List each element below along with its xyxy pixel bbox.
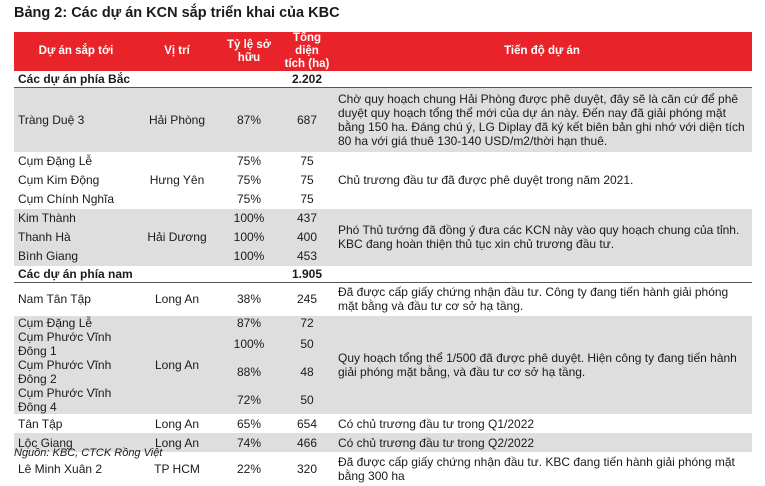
project-area: 48: [282, 358, 332, 386]
project-name: Cụm Phước Vĩnh Đông 2: [14, 358, 138, 386]
project-name: Cụm Đặng Lễ: [18, 154, 93, 168]
project-location: Hải Dương: [138, 209, 216, 266]
project-ownership: 87%: [216, 88, 282, 152]
header-row: [14, 32, 752, 71]
project-name: Lê Minh Xuân 2: [18, 462, 103, 476]
projects-table: [14, 32, 752, 486]
project-name: Tân Tập: [18, 416, 63, 431]
table-row: [14, 414, 752, 433]
project-name: Cụm Chính Nghĩa: [18, 192, 115, 206]
header-area: Tổng diện tích (ha): [282, 32, 332, 71]
project-ownership: 65%: [236, 416, 262, 431]
group-label: Các dự án phía nam: [14, 266, 282, 283]
project-area: 687: [282, 88, 332, 152]
project-area: 75: [300, 192, 314, 206]
project-area: 245: [296, 292, 318, 307]
project-area: 453: [282, 247, 332, 266]
project-area: 437: [282, 209, 332, 228]
project-ownership: 88%: [216, 358, 282, 386]
project-name: Cụm Phước Vĩnh Đông 4: [14, 386, 138, 414]
header-location: Vị trí: [138, 32, 216, 71]
group-row-north: [14, 71, 752, 88]
source-note: Nguồn: KBC, CTCK Rồng Việt: [14, 447, 163, 459]
project-progress: Có chủ trương đầu tư trong Q2/2022: [332, 433, 752, 452]
project-name: Thanh Hà: [14, 228, 138, 247]
project-progress: Chờ quy hoạch chung Hải Phòng được phê duyệt, đây sẽ là căn cứ để phê duyệt quy hoạch tổng thể mới của dự án này. Đến nay đã giải phóng mặt bằng 150 ha. Đáng chú ý, LG Diplay đã ký kết biên bản ghi nhớ với diện tích 80 ha với giá thuê 130-140 USD/m2/thời hạn thuê.: [332, 88, 752, 152]
project-area: 75: [300, 173, 314, 187]
project-ownership: 74%: [216, 433, 282, 452]
project-name: Nam Tân Tập: [18, 292, 91, 307]
project-progress: Đã được cấp giấy chứng nhận đầu tư. KBC đang tiến hành giải phóng mặt bằng 300 ha: [338, 455, 735, 483]
project-progress: Quy hoạch tổng thể 1/500 đã được phê duyệt. Hiện công ty đang tiến hành giải phóng mặt bằng, và đầu tư cơ sở hạ tầng.: [332, 316, 752, 414]
project-location: TP HCM: [154, 462, 200, 476]
project-area: 400: [282, 228, 332, 247]
project-location: Hải Phòng: [138, 88, 216, 152]
group-row-south: [14, 266, 752, 283]
project-location: Hưng Yên: [149, 173, 205, 187]
project-ownership: 100%: [216, 209, 282, 228]
table-title: Bảng 2: Các dự án KCN sắp triển khai của KBC: [14, 5, 340, 21]
header-progress: Tiến độ dự án: [332, 32, 752, 71]
project-name: Bình Giang: [14, 247, 138, 266]
group-total: 1.905: [282, 266, 332, 283]
project-progress: Chủ trương đầu tư đã được phê duyệt trong năm 2021.: [338, 173, 634, 187]
project-ownership: 22%: [236, 462, 262, 476]
project-location: Long An: [154, 416, 200, 431]
project-ownership: 87%: [216, 316, 282, 330]
project-ownership: 75%: [236, 173, 262, 187]
table-row: [14, 316, 752, 330]
project-ownership: 75%: [236, 192, 262, 206]
project-ownership: 72%: [216, 386, 282, 414]
project-ownership: 100%: [216, 247, 282, 266]
project-name: Cụm Kim Động: [18, 173, 100, 187]
project-progress: Có chủ trương đầu tư trong Q1/2022: [338, 416, 535, 431]
table-row: [14, 209, 752, 228]
project-location: Long An: [154, 292, 200, 307]
project-ownership: 100%: [216, 330, 282, 358]
project-area: 320: [296, 462, 318, 476]
project-name: Tràng Duệ 3: [14, 88, 138, 152]
project-name: Cụm Phước Vĩnh Đông 1: [14, 330, 138, 358]
header-project: Dự án sắp tới: [14, 32, 138, 71]
project-location: Long An: [138, 316, 216, 414]
project-ownership: 100%: [216, 228, 282, 247]
project-area: 75: [300, 154, 314, 168]
project-progress: Đã được cấp giấy chứng nhận đầu tư. Công ty đang tiến hành giải phóng mặt bằng và đầu tư cơ sở hạ tầng.: [338, 285, 729, 314]
project-area: 466: [282, 433, 332, 452]
project-area: 50: [282, 330, 332, 358]
project-area: 654: [296, 416, 318, 431]
group-total: 2.202: [282, 71, 332, 88]
project-progress: Phó Thủ tướng đã đồng ý đưa các KCN này vào quy hoạch chung của tỉnh. KBC đang hoàn thiện thủ tục xin chủ trương đầu tư.: [332, 209, 752, 266]
group-label: Các dự án phía Bắc: [14, 71, 282, 88]
project-ownership: 38%: [236, 292, 262, 307]
table-row: [14, 152, 752, 171]
table-row: [14, 282, 752, 316]
project-name: Kim Thành: [14, 209, 138, 228]
header-ownership: Tỷ lệ sở hữu: [216, 32, 282, 71]
project-ownership: 75%: [236, 154, 262, 168]
project-area: 50: [282, 386, 332, 414]
project-area: 72: [282, 316, 332, 330]
table-row: [14, 88, 752, 152]
project-name: Lộc Giang: [14, 433, 138, 452]
project-location: Long An: [138, 433, 216, 452]
project-name: Cụm Đặng Lễ: [14, 316, 138, 330]
